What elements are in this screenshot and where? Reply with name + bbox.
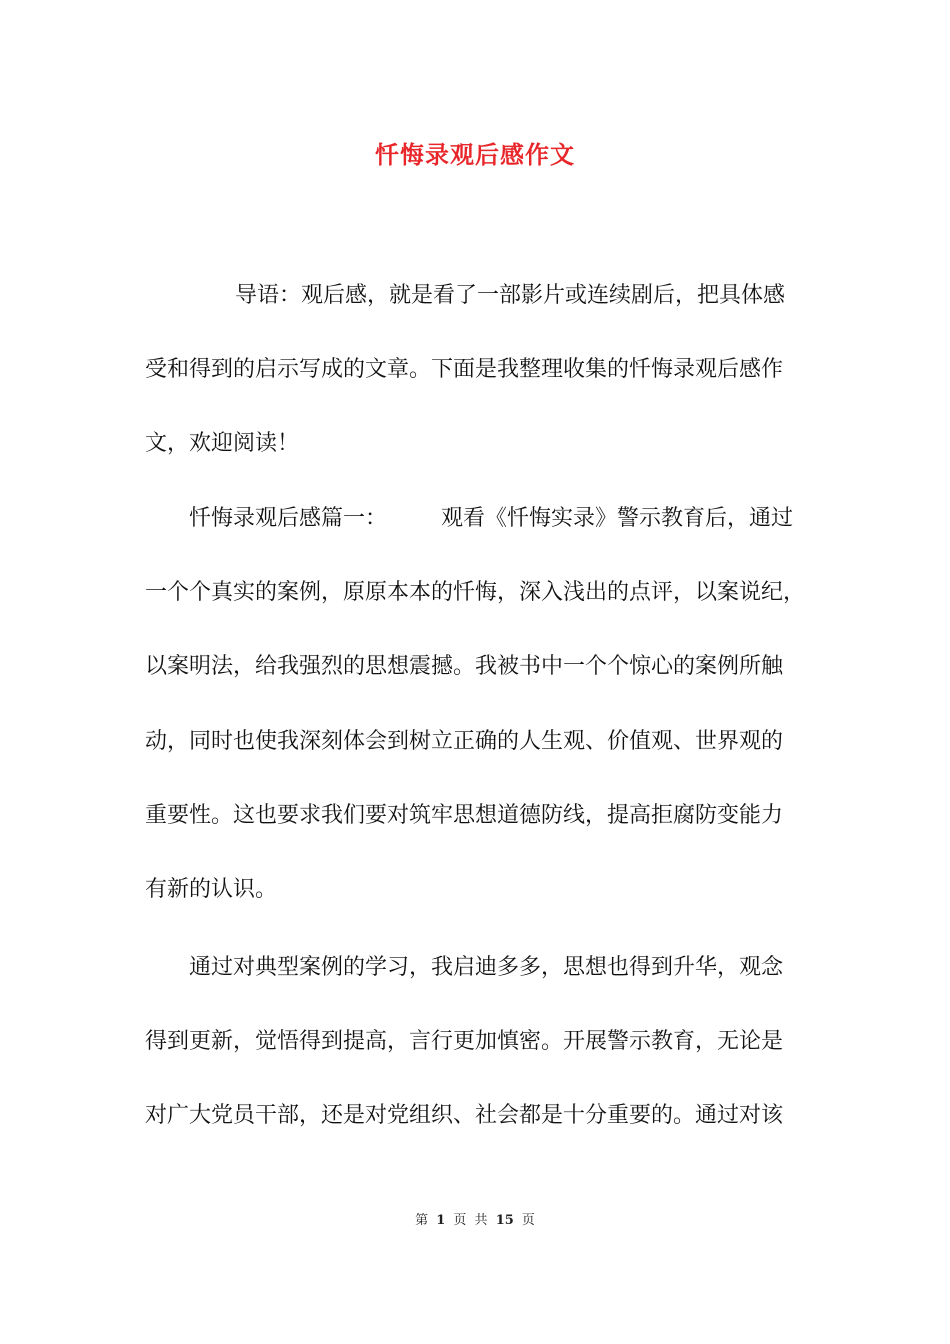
paragraph-line-2: 受和得到的启示写成的文章。下面是我整理收集的忏悔录观后感作: [145, 357, 784, 382]
paragraph-line-1: 导语：观后感，就是看了一部影片或连续剧后，把具体感: [235, 283, 786, 308]
document-title: 忏悔录观后感作文: [375, 140, 575, 169]
paragraph-line-11: 得到更新，觉悟得到提高，言行更加慎密。开展警示教育，无论是: [145, 1029, 784, 1054]
paragraph-line-8: 重要性。这也要求我们要对筑牢思想道德防线，提高拒腐防变能力: [145, 803, 784, 828]
paragraph-line-9: 有新的认识。: [145, 877, 278, 902]
page-footer: [0, 1209, 950, 1228]
paragraph-line-7: 动，同时也使我深刻体会到树立正确的人生观、价值观、世界观的: [145, 729, 784, 754]
footer-middle: 页 共: [453, 1213, 488, 1228]
paragraph-line-3: 文，欢迎阅读！: [145, 431, 300, 456]
section-heading: 忏悔录观后感篇一：: [189, 506, 388, 531]
footer-total-pages: 15: [495, 1213, 514, 1228]
paragraph-line-5: 一个个真实的案例，原原本本的忏悔，深入浅出的点评，以案说纪，: [145, 580, 806, 605]
paragraph-line-4: 观看《忏悔实录》警示教育后，通过: [441, 506, 794, 531]
paragraph-line-10: 通过对典型案例的学习，我启迪多多，思想也得到升华，观念: [189, 955, 784, 980]
footer-suffix: 页: [521, 1213, 535, 1228]
footer-prefix: 第: [415, 1213, 429, 1228]
footer-page-number: 1: [436, 1213, 446, 1228]
paragraph-line-6: 以案明法，给我强烈的思想震撼。我被书中一个个惊心的案例所触: [145, 654, 784, 679]
paragraph-line-12: 对广大党员干部，还是对党组织、社会都是十分重要的。通过对该: [145, 1103, 784, 1128]
